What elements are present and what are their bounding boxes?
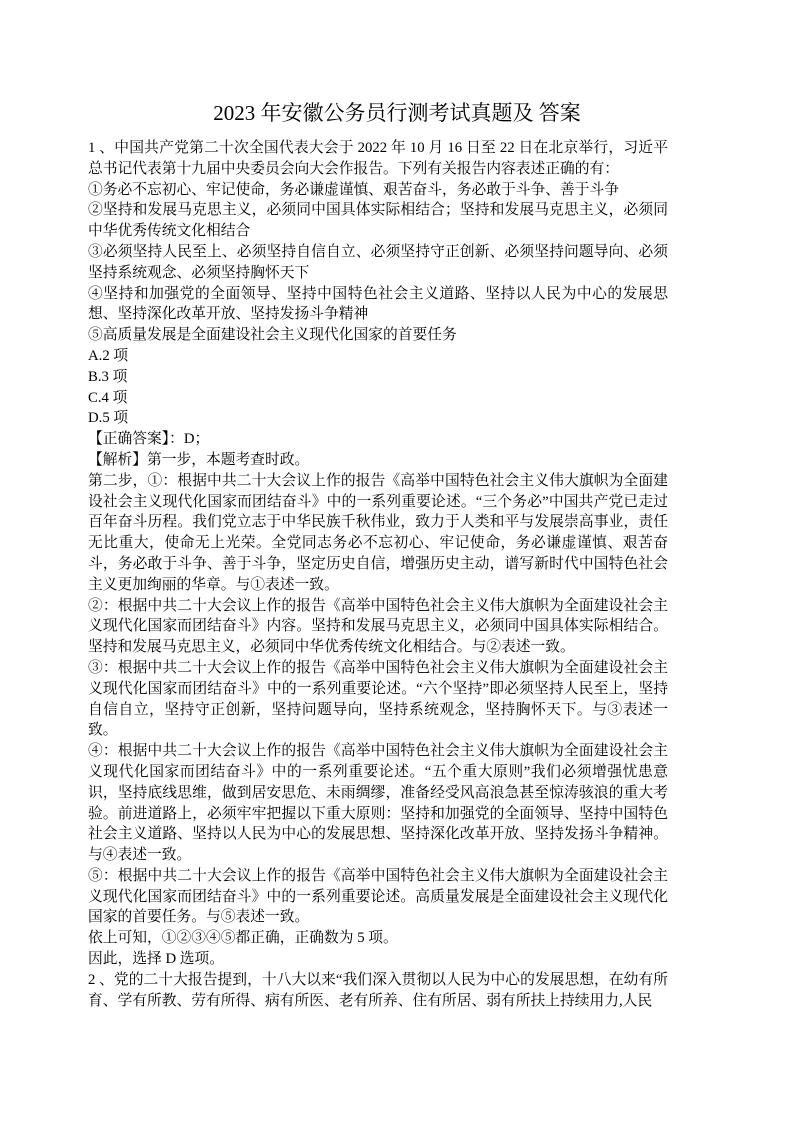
answer-option: D.5 项 xyxy=(88,410,129,427)
page-title: 2023 年安徽公务员行测考试真题及 答案 xyxy=(213,101,581,125)
statement-item: ①务必不忘初心、牢记使命，务必谦虚谨慎、艰苦奋斗，务必敢于斗争、善于斗争 xyxy=(88,181,619,198)
correct-answer: 【正确答案】：D； xyxy=(88,431,210,448)
statement-item: ④坚持和加强党的全面领导、坚持中国特色社会主义道路、坚持以人民为中心的发展思想、坚持深化改革开放、坚持发扬斗争精神 xyxy=(88,285,668,323)
question-stem: 1 、中国共产党第二十次全国代表大会于 2022 年 10 月 16 日至 22 日在北京举行，习近平总书记代表第十九届中央委员会向大会作报告。下列有关报告内容表述正确的有： xyxy=(88,140,668,177)
statement-item: ③必须坚持人民至上、必须坚持自信自立、必须坚持守正创新、必须坚持问题导向、必须坚持系统观念、必须坚持胸怀天下 xyxy=(88,243,668,281)
answer-option: A.2 项 xyxy=(88,347,129,364)
analysis-paragraph: 依上可知，①②③④⑤都正确，正确数为 5 项。 xyxy=(88,930,398,947)
statement-item: ②坚持和发展马克思主义，必须同中国具体实际相结合；坚持和发展马克思主义，必须同中华优秀传统文化相结合 xyxy=(88,202,668,240)
analysis-paragraph: 【解析】第一步，本题考查时政。 xyxy=(88,451,310,468)
statement-item: ⑤高质量发展是全面建设社会主义现代化国家的首要任务 xyxy=(88,327,457,344)
analysis-paragraph: ②：根据中共二十大会议上作的报告《高举中国特色社会主义伟大旗帜为全面建设社会主义现代化国家而团结奋斗》内容。坚持和发展马克思主义，必须同中国具体实际相结合。坚持和发展马克思主义，必须同中华优秀传统文化相结合。与②表述一致。 xyxy=(88,597,668,656)
question-stem: 2 、党的二十大报告提到，十八大以来“我们深入贯彻以人民为中心的发展思想，在幼有所育、学有所教、劳有所得、病有所医、老有所养、住有所居、弱有所扶上持续用力,人民 xyxy=(88,971,668,1009)
answer-option: C.4 项 xyxy=(88,389,128,406)
analysis-paragraph: ⑤：根据中共二十大会议上作的报告《高举中国特色社会主义伟大旗帜为全面建设社会主义现代化国家而团结奋斗》中的一系列重要论述。高质量发展是全面建设社会主义现代化国家的首要任务。与⑤表述一致。 xyxy=(88,867,668,926)
analysis-paragraph: ③：根据中共二十大会议上作的报告《高举中国特色社会主义伟大旗帜为全面建设社会主义现代化国家而团结奋斗》中的一系列重要论述。“六个坚持”即必须坚持人民至上，坚持自信自立，坚持守正创新，坚持问题导向，坚持系统观念，坚持胸怀天下。与③表述一致。 xyxy=(88,659,668,739)
answer-option: B.3 项 xyxy=(88,368,128,385)
analysis-paragraph: 因此，选择 D 选项。 xyxy=(88,951,225,968)
document-body xyxy=(88,138,668,1011)
analysis-paragraph: ④：根据中共二十大会议上作的报告《高举中国特色社会主义伟大旗帜为全面建设社会主义现代化国家而团结奋斗》中的一系列重要论述。“五个重大原则”我们必须增强忧患意识，坚持底线思维，做到居安思危、未雨绸缪，准备经受风高浪急甚至惊涛骇浪的重大考验。前进道路上，必须牢牢把握以下重大原则：坚持和加强党的全面领导、坚持中国特色社会主义道路、坚持以人民为中心的发展思想、坚持深化改革开放、坚持发扬斗争精神。与④表述一致。 xyxy=(88,743,668,864)
analysis-paragraph: 第二步，①：根据中共二十大会议上作的报告《高举中国特色社会主义伟大旗帜为全面建设社会主义现代化国家而团结奋斗》中的一系列重要论述。“三个务必”中国共产党已走过百年奋斗历程。我们党立志于中华民族千秋伟业，致力于人类和平与发展崇高事业，责任无比重大，使命无上光荣。全党同志务必不忘初心、牢记使命，务必谦虚谨慎、艰苦奋斗，务必敢于斗争、善于斗争，坚定历史自信，增强历史主动，谱写新时代中国特色社会主义更加绚丽的华章。与①表述一致。 xyxy=(88,472,668,593)
